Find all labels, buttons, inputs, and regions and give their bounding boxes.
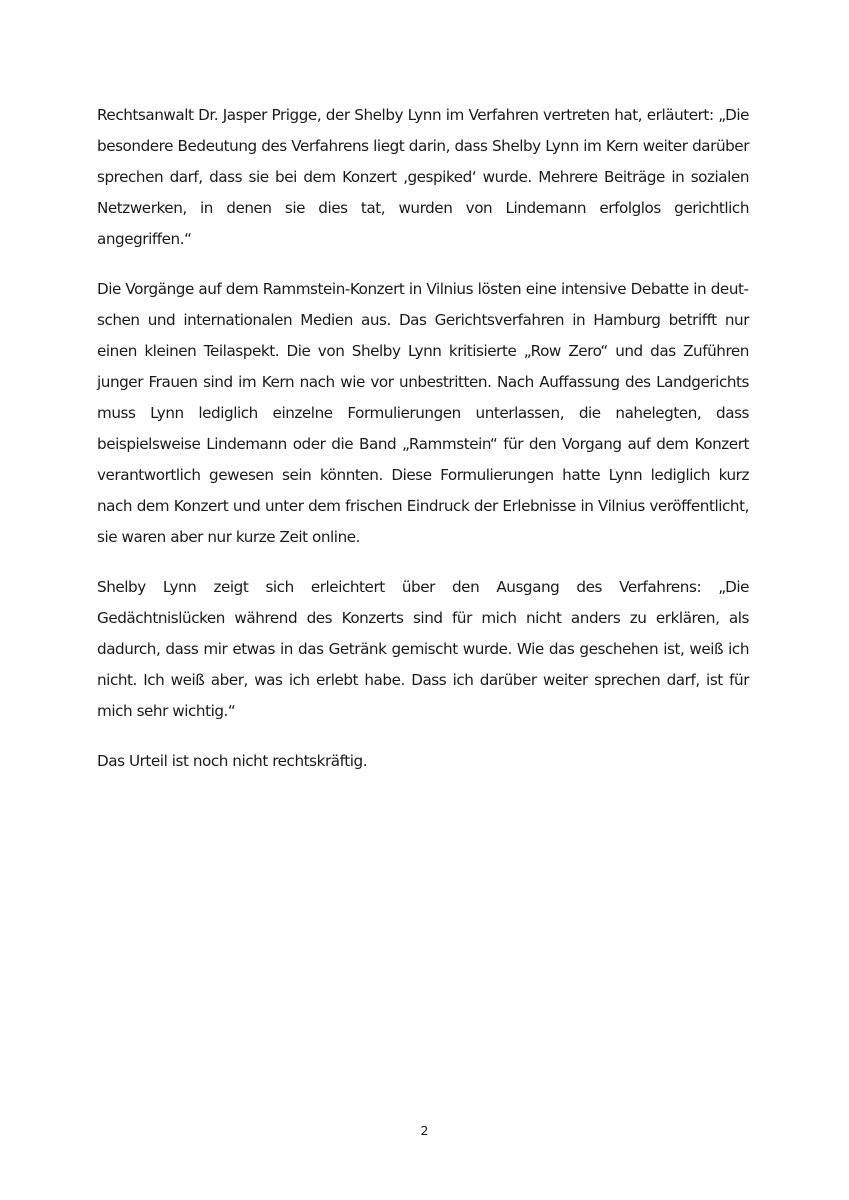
- paragraph-shelby-lynn-statement: Shelby Lynn zeigt sich erleichtert über den Ausgang des Verfahrens: „Die Gedächtnislücken während des Konzerts sind für mich nicht anders zu erklären, als dadurch, dass mir etwas in das Getränk gemischt wurde. Wie das geschehen ist, weiß ich nicht. Ich weiß aber, was ich erlebt habe. Dass ich darüber weiter sprechen darf, ist für mich sehr wichtig.“: [97, 578, 749, 720]
- paragraph-verdict-status: Das Urteil ist noch nicht rechtskräftig.: [97, 752, 368, 770]
- document-body: [97, 100, 749, 777]
- paragraph-concert-debate: Die Vorgänge auf dem Rammstein-Konzert in Vilnius lösten eine intensive Debatte in deutschen und internationalen Medien aus. Das Gerichtsverfahren in Hamburg betrifft nur einen kleinen Teilaspekt. Die von Shelby Lynn kritisierte „Row Zero“ und das Zuführen junger Frauen sind im Kern nach wie vor unbestritten. Nach Auffassung des Landgerichts muss Lynn lediglich einzelne Formulierungen unterlassen, die nahelegten, dass beispielsweise Lindemann oder die Band „Rammstein“ für den Vorgang auf dem Konzert verantwortlich gewesen sein könnten. Diese Formulierungen hatte Lynn lediglich kurz nach dem Konzert und unter dem frischen Eindruck der Erlebnisse in Vilnius veröffentlicht, sie waren aber nur kurze Zeit online.: [97, 280, 749, 546]
- paragraph-lawyer-statement: Rechtsanwalt Dr. Jasper Prigge, der Shelby Lynn im Verfahren vertreten hat, erläutert: „Die besondere Bedeutung des Verfahrens liegt darin, dass Shelby Lynn im Kern weiter darüber sprechen darf, dass sie bei dem Konzert ‚gespiked‘ wurde. Mehrere Beiträge in sozialen Netzwerken, in denen sie dies tat, wurden von Lindemann erfolglos gerichtlich angegriffen.“: [97, 106, 749, 248]
- page-number: 2: [420, 1123, 429, 1138]
